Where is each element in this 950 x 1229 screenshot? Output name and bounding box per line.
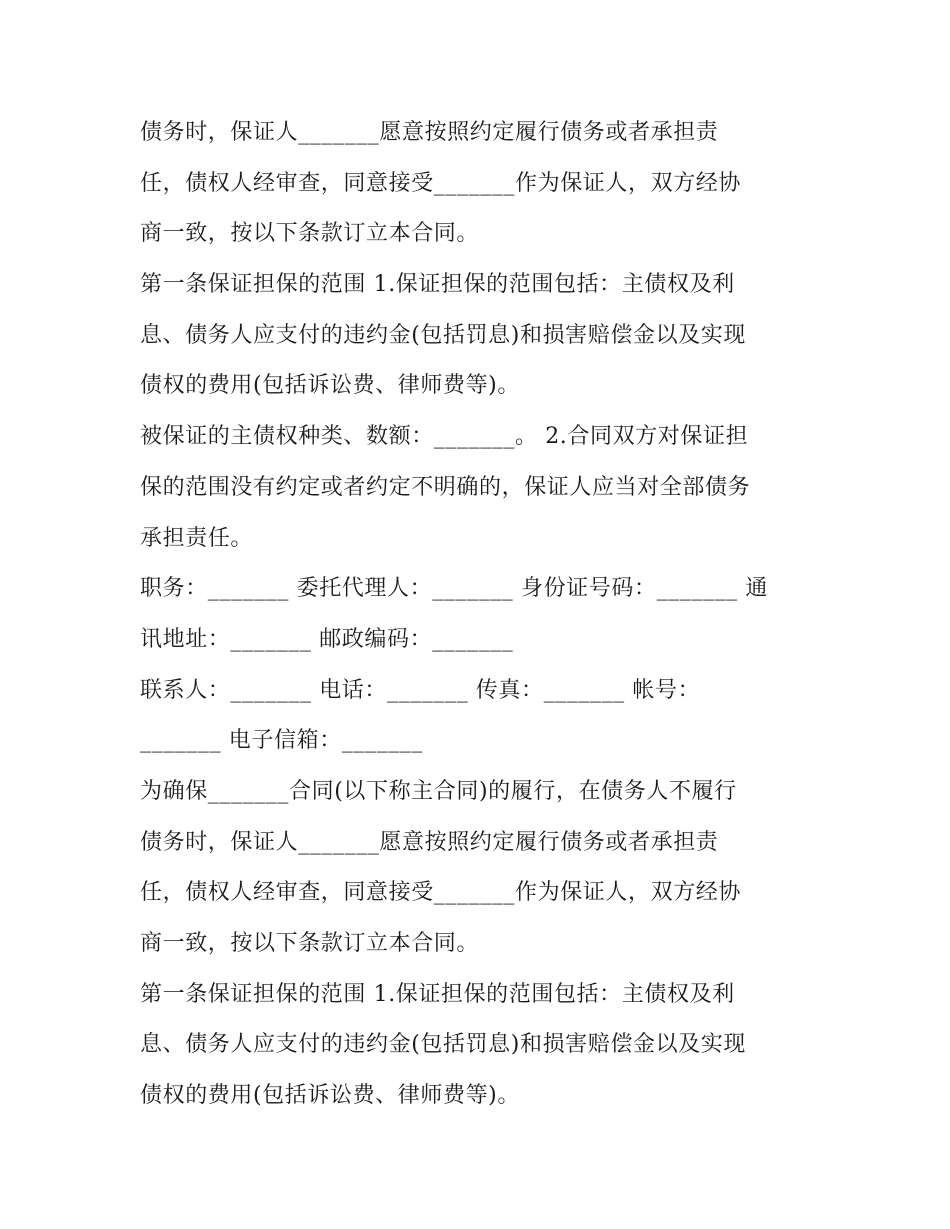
text-line: 承担责任。 — [140, 525, 254, 551]
text-line: _______ 电子信箱：_______ — [140, 728, 423, 754]
text-line: 联系人：_______ 电话：_______ 传真：_______ 帐号： — [140, 677, 701, 703]
text-line: 任，债权人经审查，同意接受_______作为保证人，双方经协 — [140, 880, 742, 906]
text-line: 息、债务人应支付的违约金(包括罚息)和损害赔偿金以及实现 — [140, 322, 746, 348]
text-line: 商一致，按以下条款订立本合同。 — [140, 221, 480, 247]
text-line: 债权的费用(包括诉讼费、律师费等)。 — [140, 373, 520, 399]
text-line: 第一条保证担保的范围 1.保证担保的范围包括：主债权及利 — [140, 272, 735, 298]
text-line: 讯地址：_______ 邮政编码：_______ — [140, 626, 514, 652]
document-body — [140, 108, 820, 1122]
text-line: 保的范围没有约定或者约定不明确的，保证人应当对全部债务 — [140, 474, 751, 500]
text-line: 债权的费用(包括诉讼费、律师费等)。 — [140, 1083, 520, 1109]
text-line: 债务时，保证人_______愿意按照约定履行债务或者承担责 — [140, 120, 719, 145]
text-line: 被保证的主债权种类、数额：_______。 2.合同双方对保证担 — [140, 424, 749, 450]
text-line: 为确保_______合同(以下称主合同)的履行，在债务人不履行 — [140, 778, 737, 804]
text-line: 职务：_______ 委托代理人：_______ 身份证号码：_______ 通 — [140, 576, 768, 602]
text-line: 息、债务人应支付的违约金(包括罚息)和损害赔偿金以及实现 — [140, 1032, 746, 1058]
text-line: 债务时，保证人_______愿意按照约定履行债务或者承担责 — [140, 829, 719, 855]
text-line: 第一条保证担保的范围 1.保证担保的范围包括：主债权及利 — [140, 981, 735, 1007]
text-line: 商一致，按以下条款订立本合同。 — [140, 931, 480, 956]
text-line: 任，债权人经审查，同意接受_______作为保证人，双方经协 — [140, 170, 742, 196]
